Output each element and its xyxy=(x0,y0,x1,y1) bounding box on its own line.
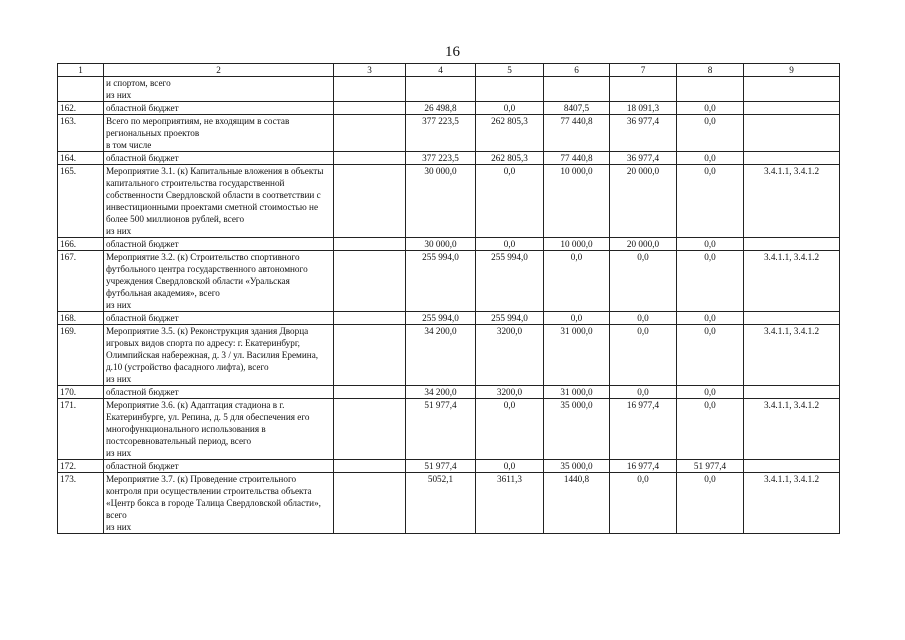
budget-table xyxy=(57,63,840,534)
row-number-cell: 165. xyxy=(58,165,104,238)
description-cell: Мероприятие 3.1. (к) Капитальные вложения в объекты капитального строительства государственной собственности Свердловской области в соответствии с инвестиционными проектами сметной стоимостью не более 500 миллионов рублей, всего из них xyxy=(104,165,334,238)
header-cell: 8 xyxy=(677,64,744,77)
column-3-cell xyxy=(334,115,406,152)
column-6-cell: 1440,8 xyxy=(544,473,610,534)
column-3-cell xyxy=(334,312,406,325)
column-6-cell: 10 000,0 xyxy=(544,165,610,238)
table-row xyxy=(58,152,840,165)
column-4-cell: 34 200,0 xyxy=(406,325,476,386)
column-7-cell: 36 977,4 xyxy=(610,152,677,165)
row-number-cell: 162. xyxy=(58,102,104,115)
column-8-cell: 0,0 xyxy=(677,325,744,386)
column-5-cell: 0,0 xyxy=(476,399,544,460)
column-3-cell xyxy=(334,165,406,238)
column-8-cell: 0,0 xyxy=(677,102,744,115)
column-4-cell: 377 223,5 xyxy=(406,152,476,165)
description-cell: областной бюджет xyxy=(104,312,334,325)
column-7-cell: 0,0 xyxy=(610,386,677,399)
column-3-cell xyxy=(334,251,406,312)
column-6-cell: 0,0 xyxy=(544,251,610,312)
column-6-cell: 31 000,0 xyxy=(544,386,610,399)
target-codes-cell xyxy=(744,238,840,251)
description-cell: Всего по мероприятиям, не входящим в состав региональных проектов в том числе xyxy=(104,115,334,152)
target-codes-cell: 3.4.1.1, 3.4.1.2 xyxy=(744,165,840,238)
column-8-cell: 0,0 xyxy=(677,312,744,325)
row-number-cell: 166. xyxy=(58,238,104,251)
column-7-cell: 16 977,4 xyxy=(610,399,677,460)
target-codes-cell xyxy=(744,460,840,473)
description-cell: Мероприятие 3.7. (к) Проведение строительного контроля при осуществлении строительства объекта «Центр бокса в городе Талица Свердловской области», всего из них xyxy=(104,473,334,534)
column-5-cell: 0,0 xyxy=(476,460,544,473)
header-cell: 9 xyxy=(744,64,840,77)
description-cell: Мероприятие 3.5. (к) Реконструкция здания Дворца игровых видов спорта по адресу: г. Екатеринбург, Олимпийская набережная, д. 3 / ул. Василия Еремина, д.10 (устройство фасадного лифта), всего из них xyxy=(104,325,334,386)
header-cell: 1 xyxy=(58,64,104,77)
column-7-cell: 0,0 xyxy=(610,473,677,534)
table-row xyxy=(58,165,840,238)
target-codes-cell: 3.4.1.1, 3.4.1.2 xyxy=(744,473,840,534)
row-number-cell: 168. xyxy=(58,312,104,325)
column-7-cell: 18 091,3 xyxy=(610,102,677,115)
column-6-cell xyxy=(544,77,610,102)
column-6-cell: 31 000,0 xyxy=(544,325,610,386)
table-row xyxy=(58,325,840,386)
table-row xyxy=(58,251,840,312)
column-6-cell: 77 440,8 xyxy=(544,152,610,165)
target-codes-cell xyxy=(744,312,840,325)
table-row xyxy=(58,238,840,251)
column-7-cell: 16 977,4 xyxy=(610,460,677,473)
table-row xyxy=(58,102,840,115)
column-5-cell: 0,0 xyxy=(476,102,544,115)
row-number-cell: 170. xyxy=(58,386,104,399)
column-7-cell: 0,0 xyxy=(610,312,677,325)
column-8-cell: 0,0 xyxy=(677,251,744,312)
column-8-cell: 0,0 xyxy=(677,399,744,460)
row-number-cell: 169. xyxy=(58,325,104,386)
column-6-cell: 35 000,0 xyxy=(544,399,610,460)
column-3-cell xyxy=(334,399,406,460)
column-3-cell xyxy=(334,102,406,115)
column-7-cell: 0,0 xyxy=(610,251,677,312)
table-row xyxy=(58,460,840,473)
description-cell: и спортом, всего из них xyxy=(104,77,334,102)
column-8-cell: 0,0 xyxy=(677,238,744,251)
column-4-cell: 51 977,4 xyxy=(406,399,476,460)
description-cell: областной бюджет xyxy=(104,152,334,165)
row-number-cell: 167. xyxy=(58,251,104,312)
column-5-cell: 0,0 xyxy=(476,238,544,251)
column-4-cell xyxy=(406,77,476,102)
description-cell: Мероприятие 3.6. (к) Адаптация стадиона в г. Екатеринбурге, ул. Репина, д. 5 для обеспечения его многофункционального использования в постсоревновательный период, всего из них xyxy=(104,399,334,460)
column-7-cell: 20 000,0 xyxy=(610,165,677,238)
description-cell: областной бюджет xyxy=(104,460,334,473)
column-8-cell: 51 977,4 xyxy=(677,460,744,473)
header-cell: 5 xyxy=(476,64,544,77)
column-3-cell xyxy=(334,473,406,534)
column-6-cell: 0,0 xyxy=(544,312,610,325)
column-7-cell: 20 000,0 xyxy=(610,238,677,251)
row-number-cell: 173. xyxy=(58,473,104,534)
page-number: 16 xyxy=(445,44,460,60)
row-number-cell: 171. xyxy=(58,399,104,460)
target-codes-cell xyxy=(744,102,840,115)
table-row xyxy=(58,399,840,460)
column-3-cell xyxy=(334,386,406,399)
column-8-cell: 0,0 xyxy=(677,386,744,399)
table-row xyxy=(58,312,840,325)
column-4-cell: 30 000,0 xyxy=(406,165,476,238)
target-codes-cell: 3.4.1.1, 3.4.1.2 xyxy=(744,251,840,312)
target-codes-cell xyxy=(744,386,840,399)
table-row xyxy=(58,77,840,102)
target-codes-cell xyxy=(744,77,840,102)
column-8-cell: 0,0 xyxy=(677,152,744,165)
header-cell: 6 xyxy=(544,64,610,77)
header-cell: 3 xyxy=(334,64,406,77)
row-number-cell xyxy=(58,77,104,102)
column-6-cell: 8407,5 xyxy=(544,102,610,115)
table-row xyxy=(58,473,840,534)
header-cell: 4 xyxy=(406,64,476,77)
column-4-cell: 51 977,4 xyxy=(406,460,476,473)
column-5-cell: 3611,3 xyxy=(476,473,544,534)
target-codes-cell: 3.4.1.1, 3.4.1.2 xyxy=(744,325,840,386)
column-6-cell: 10 000,0 xyxy=(544,238,610,251)
target-codes-cell xyxy=(744,115,840,152)
header-cell: 7 xyxy=(610,64,677,77)
column-5-cell: 255 994,0 xyxy=(476,312,544,325)
description-cell: областной бюджет xyxy=(104,102,334,115)
column-3-cell xyxy=(334,460,406,473)
column-4-cell: 255 994,0 xyxy=(406,251,476,312)
description-cell: областной бюджет xyxy=(104,238,334,251)
column-4-cell: 5052,1 xyxy=(406,473,476,534)
table-row xyxy=(58,115,840,152)
target-codes-cell: 3.4.1.1, 3.4.1.2 xyxy=(744,399,840,460)
column-4-cell: 30 000,0 xyxy=(406,238,476,251)
table-row xyxy=(58,386,840,399)
header-row xyxy=(58,64,840,77)
target-codes-cell xyxy=(744,152,840,165)
column-7-cell: 0,0 xyxy=(610,325,677,386)
column-5-cell: 255 994,0 xyxy=(476,251,544,312)
column-5-cell: 0,0 xyxy=(476,165,544,238)
row-number-cell: 172. xyxy=(58,460,104,473)
column-4-cell: 34 200,0 xyxy=(406,386,476,399)
column-4-cell: 26 498,8 xyxy=(406,102,476,115)
column-5-cell: 3200,0 xyxy=(476,325,544,386)
column-8-cell: 0,0 xyxy=(677,473,744,534)
row-number-cell: 163. xyxy=(58,115,104,152)
column-4-cell: 377 223,5 xyxy=(406,115,476,152)
column-6-cell: 77 440,8 xyxy=(544,115,610,152)
column-7-cell: 36 977,4 xyxy=(610,115,677,152)
column-8-cell xyxy=(677,77,744,102)
description-cell: Мероприятие 3.2. (к) Строительство спортивного футбольного центра государственного автономного учреждения Свердловской области «Уральская футбольная академия», всего из них xyxy=(104,251,334,312)
header-cell: 2 xyxy=(104,64,334,77)
column-5-cell: 3200,0 xyxy=(476,386,544,399)
column-4-cell: 255 994,0 xyxy=(406,312,476,325)
column-5-cell: 262 805,3 xyxy=(476,152,544,165)
column-5-cell xyxy=(476,77,544,102)
column-7-cell xyxy=(610,77,677,102)
column-6-cell: 35 000,0 xyxy=(544,460,610,473)
column-3-cell xyxy=(334,77,406,102)
column-5-cell: 262 805,3 xyxy=(476,115,544,152)
column-3-cell xyxy=(334,325,406,386)
column-3-cell xyxy=(334,238,406,251)
column-8-cell: 0,0 xyxy=(677,115,744,152)
row-number-cell: 164. xyxy=(58,152,104,165)
description-cell: областной бюджет xyxy=(104,386,334,399)
column-3-cell xyxy=(334,152,406,165)
column-8-cell: 0,0 xyxy=(677,165,744,238)
